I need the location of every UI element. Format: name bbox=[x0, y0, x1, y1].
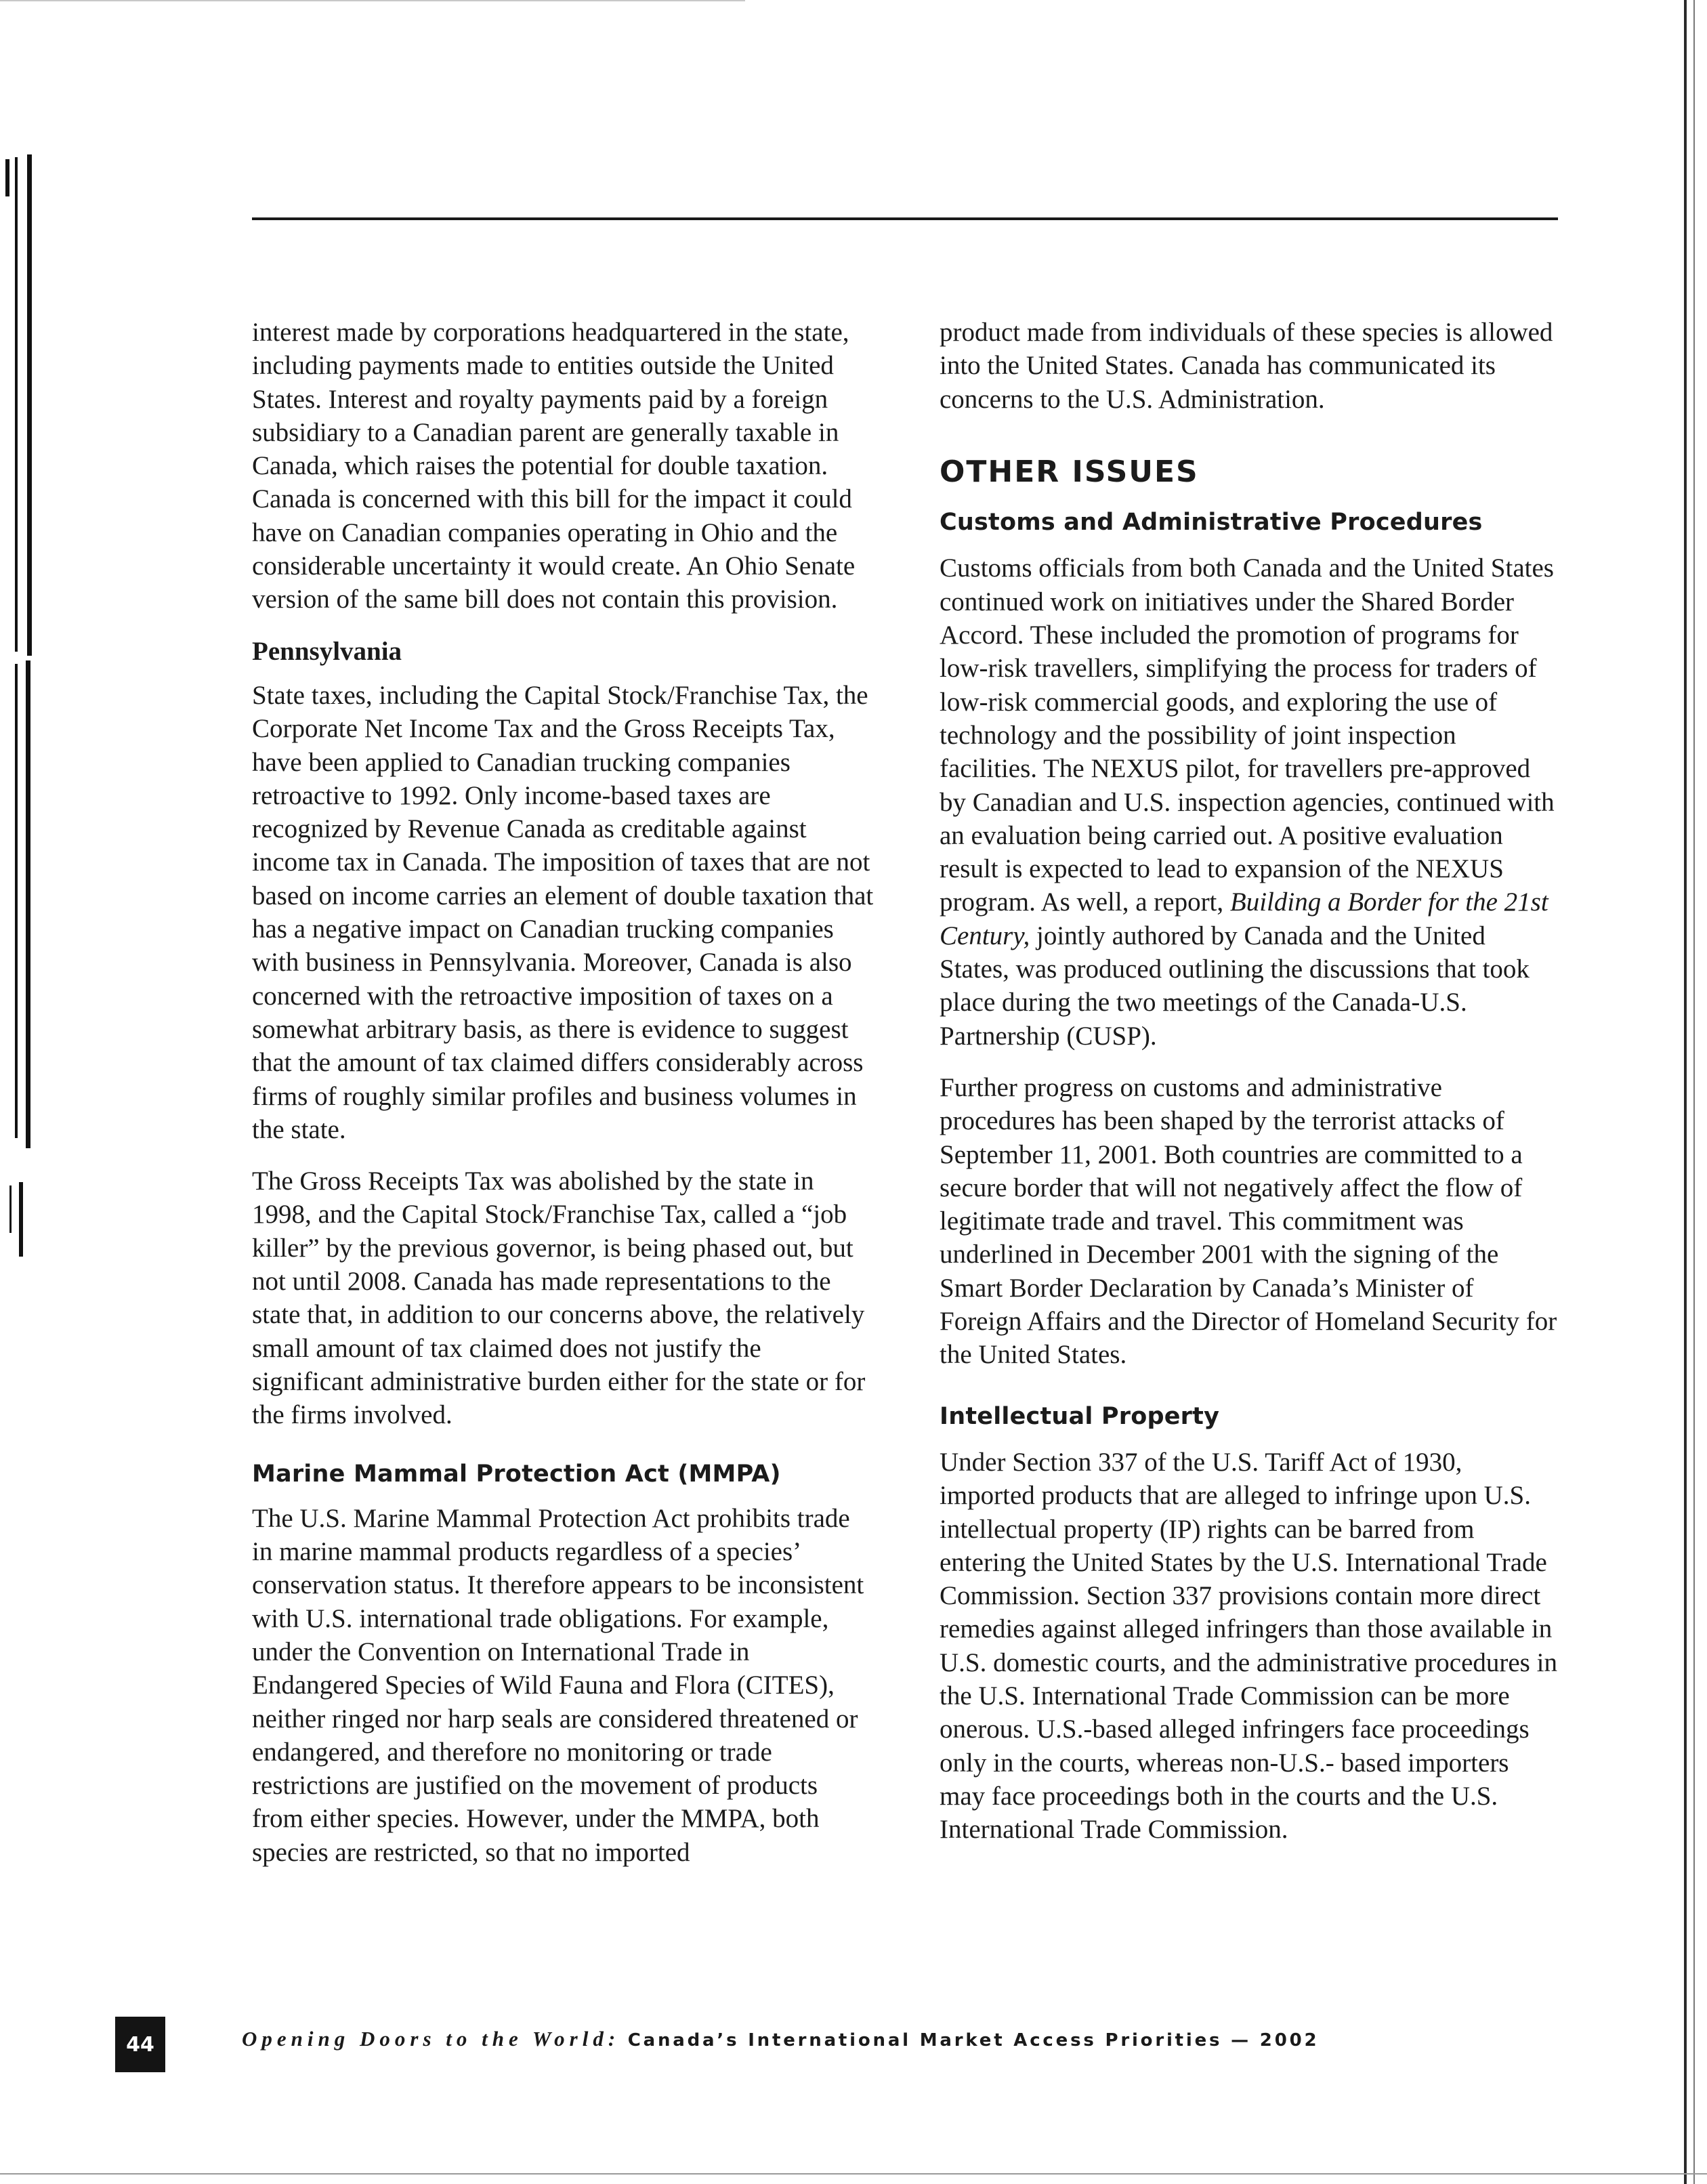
customs-text-a: Customs officials from both Canada and the United States continued work on initiatives under the Shared Border Accord. These included the promotion of programs for low-risk travellers, simplifying the process for traders of low-risk commercial goods, and exploring the use of technology and the possibility of joint inspection facilities. The NEXUS pilot, for travellers pre-approved by Canadian and U.S. inspection agencies, continued with an evaluation being carried out. A positive evaluation result is expected to lead to expansion of the NEXUS program. As well, a report, bbox=[940, 553, 1555, 917]
mmpa-paragraph: The U.S. Marine Mammal Protection Act prohibits trade in marine mammal products regardless of a species’ conservation status. It therefore appears to be inconsistent with U.S. international trade obligations. For example, under the Convention on International Trade in Endangered Species of Wild Fauna and Flora (CITES), neither ringed nor harp seals are considered threatened or endangered, and therefore no monitoring or trade restrictions are justified on the movement of products from either species. However, under the MMPA, both species are restricted, so that no imported bbox=[252, 1503, 864, 1867]
ohio-bill-paragraph: interest made by corporations headquartered in the state, including payments made to entities outside the United States. Interest and royalty payments paid by a foreign subsidiary to a Canadian parent are generally taxable in Canada, which raises the potential for double taxation. Canada is concerned with this bill for the impact it could have on Canadian companies operating in Ohio and the considerable uncertainty it would create. An Ohio Senate version of the same bill does not contain this provision. bbox=[252, 318, 856, 614]
pennsylvania-taxes-paragraph: State taxes, including the Capital Stock/Franchise Tax, the Corporate Net Income Tax and the Gross Receipts Tax, have been applied to Canadian trucking companies retroactive to 1992. Only income-based taxes are recognized by Revenue Canada as creditable against income tax in Canada. The imposition of taxes that are not based on income carries an element of double taxation that has a negative impact on Canadian trucking companies with business in Pennsylvania. Moreover, Canada is also concerned with the retroactive imposition of taxes on a somewhat arbitrary basis, as there is evidence to suggest that the amount of tax claimed differs considerably across firms of roughly similar profiles and business volumes in the state. bbox=[252, 680, 874, 1144]
scan-edge-bottom bbox=[0, 2173, 1707, 2175]
right-column bbox=[940, 316, 1557, 1864]
scan-edge-top bbox=[0, 0, 745, 1]
running-footer bbox=[242, 2027, 1319, 2051]
mmpa-heading: Marine Mammal Protection Act (MMPA) bbox=[252, 1460, 781, 1488]
september-paragraph: Further progress on customs and administrative procedures has been shaped by the terrorist attacks of September 11, 2001. Both countries are committed to a secure border that will not negatively affect the flow of legitimate trade and travel. This commitment was underlined in December 2001 with the signing of the Smart Border Declaration by Canada’s Minister of Foreign Affairs and the Director of Homeland Security for the United States. bbox=[940, 1072, 1557, 1370]
footer-title-rest: Canada’s International Market Access Priorities — 2002 bbox=[627, 2030, 1320, 2051]
footer-title-italic: Opening Doors to the World: bbox=[242, 2027, 620, 2051]
gross-receipts-paragraph: The Gross Receipts Tax was abolished by the state in 1998, and the Capital Stock/Franchise Tax, called a “job killer” by the previous governor, is being phased out, but not until 2008. Canada has made representations to the state that, in addition to our concerns above, the relatively small amount of tax claimed does not justify the significant administrative burden either for the state or for the firms involved. bbox=[252, 1167, 866, 1430]
pennsylvania-heading: Pennsylvania bbox=[252, 636, 402, 666]
ip-heading: Intellectual Property bbox=[940, 1402, 1220, 1430]
report-title: Building a Border for the 21st Century, bbox=[940, 887, 1548, 950]
left-column bbox=[252, 316, 874, 1887]
page-number: 44 bbox=[115, 2017, 165, 2072]
ip-paragraph: Under Section 337 of the U.S. Tariff Act of 1930, imported products that are alleged to infringe upon U.S. intellectual property (IP) rights can be barred from entering the United States by the U.S. International Trade Commission. Section 337 provisions contain more direct remedies against alleged infringers than those available in U.S. domestic courts, and the administrative procedures in the U.S. International Trade Commission can be more onerous. U.S.-based alleged infringers face proceedings only in the courts, whereas non-U.S.- based importers may face proceedings both in the courts and the U.S. International Trade Commission. bbox=[940, 1447, 1557, 1845]
other-issues-heading: OTHER ISSUES bbox=[940, 454, 1199, 489]
mmpa-continuation-paragraph: product made from individuals of these species is allowed into the United States. Canada has communicated its concerns to the U.S. Administration. bbox=[940, 318, 1553, 414]
scan-edge-right bbox=[1684, 0, 1687, 2184]
scan-edge-right-secondary bbox=[1693, 0, 1695, 2184]
customs-text-b: jointly authored by Canada and the United States, was produced outlining the discussions that took place during the two meetings of the Canada-U.S. Partnership (CUSP). bbox=[940, 921, 1530, 1051]
customs-heading: Customs and Administrative Procedures bbox=[940, 509, 1483, 537]
header-rule bbox=[252, 217, 1558, 220]
customs-paragraph bbox=[940, 551, 1557, 1052]
